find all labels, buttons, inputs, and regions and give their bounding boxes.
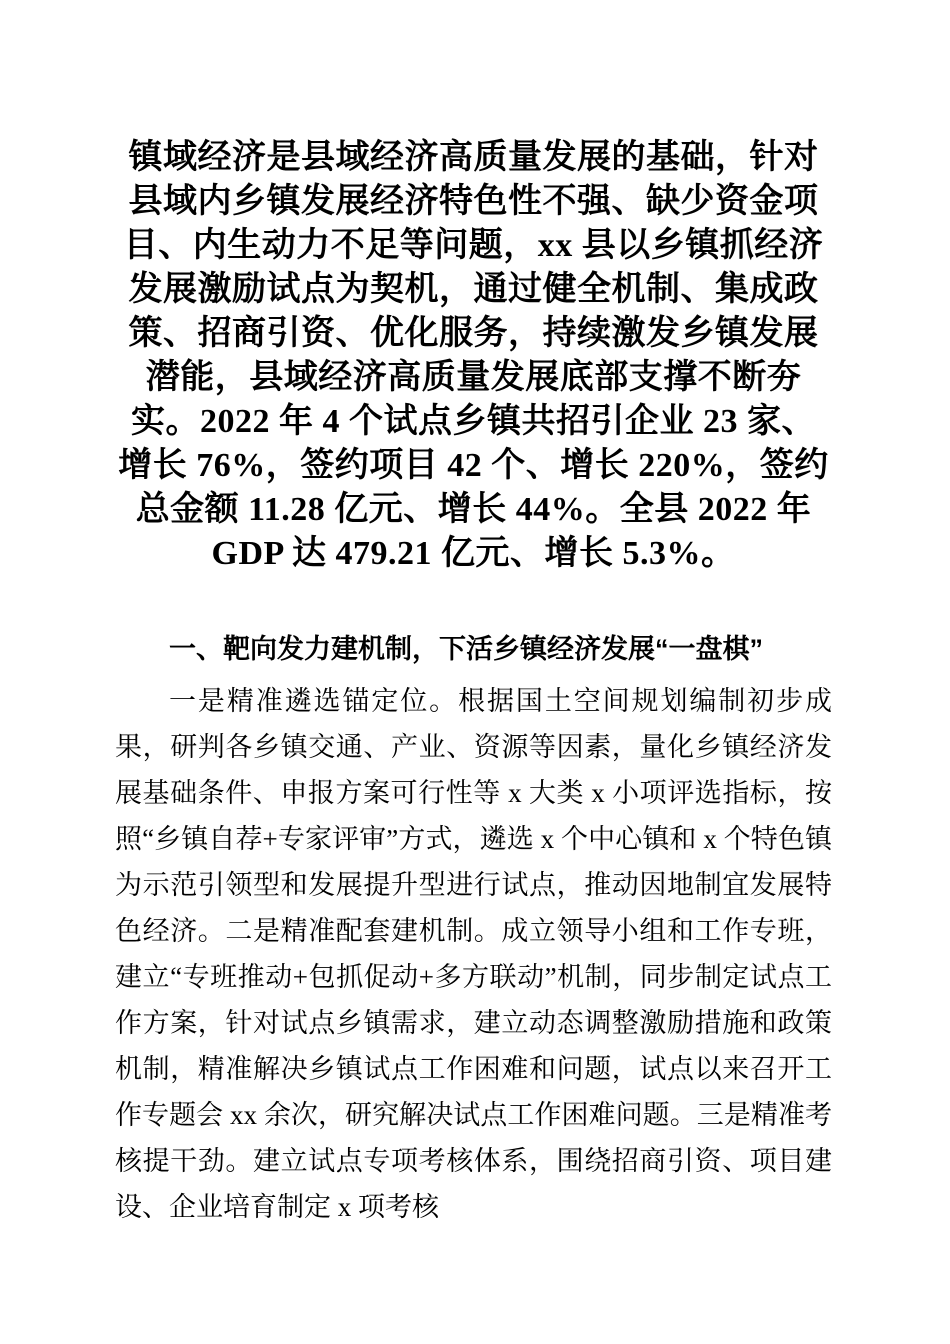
section-1-paragraph: 一是精准遴选锚定位。根据国土空间规划编制初步成果，研判各乡镇交通、产业、资源等因素，量化乡镇经济发展基础条件、申报方案可行性等 x 大类 x 小项评选指标，按照“乡镇自荐+专家评审”方式，遴选 x 个中心镇和 x 个特色镇为示范引领型和发展提升型进行试点，推动因地制宜发展特色经济。二是精准配套建机制。成立领导小组和工作专班，建立“专班推动+包抓促动+多方联动”机制，同步制定试点工作方案，针对试点乡镇需求，建立动态调整激励措施和政策机制，精准解决乡镇试点工作困难和问题，试点以来召开工作专题会 xx 余次，研究解决试点工作困难问题。三是精准考核提干劲。建立试点专项考核体系，围绕招商引资、项目建设、企业培育制定 x 项考核 <box>115 686 832 1222</box>
section-1-heading: 一、靶向发力建机制，下活乡镇经济发展“一盘棋” <box>169 634 763 664</box>
document-summary-title: 镇域经济是县域经济高质量发展的基础，针对县域内乡镇发展经济特色性不强、缺少资金项目、内生动力不足等问题，xx 县以乡镇抓经济发展激励试点为契机，通过健全机制、集成政策、招商引资、优化服务，持续激发乡镇发展潜能，县域经济高质量发展底部支撑不断夯实。2022 年 4 个试点乡镇共招引企业 23 家、增长 76%，签约项目 42 个、增长 220%，签约总金额 11.28 亿元、增长 44%。全县 2022 年 GDP 达 479.21 亿元、增长 5.3%。 <box>118 139 829 572</box>
